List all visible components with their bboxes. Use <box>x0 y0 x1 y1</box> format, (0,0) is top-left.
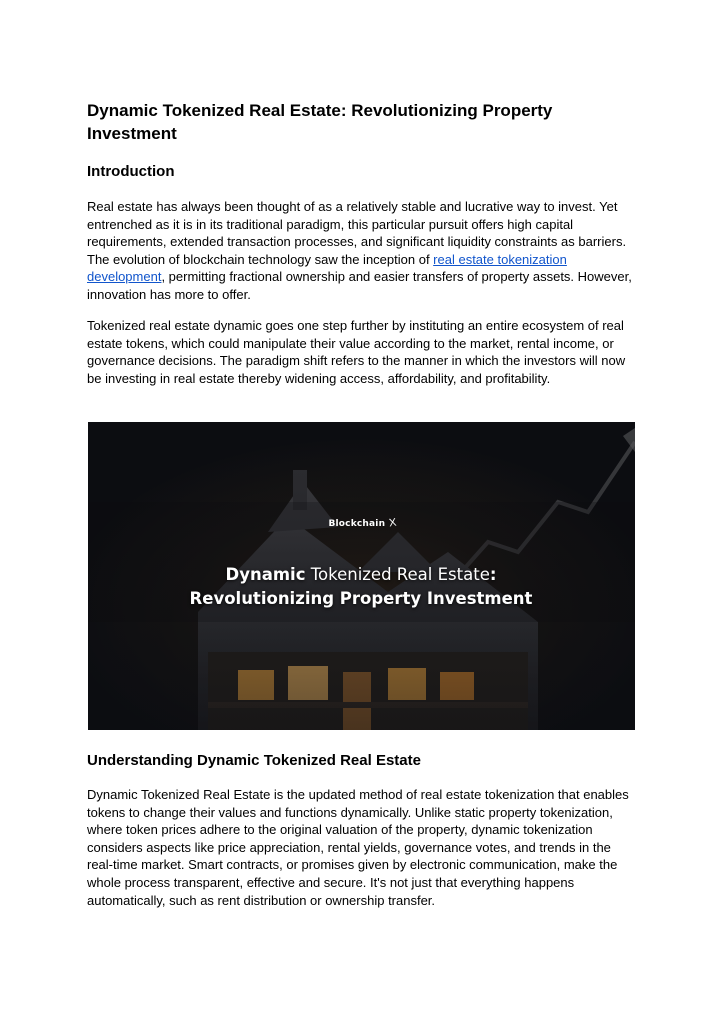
intro-paragraph-1-text-a: Real estate has always been thought of as a relatively stable and lucrative way to invest. Yet entrenched as it is in its traditional paradigm, this particular pursuit offers high capital requirements, extended transaction processes, and significant liquidity constraints as barriers. The evolution of blockchain technology saw the inception of <box>87 199 627 267</box>
intro-paragraph-1-text-b: , permitting fractional ownership and easier transfers of property assets. However, innovation has more to offer. <box>87 269 632 302</box>
banner-title-line-1 <box>87 564 635 586</box>
intro-paragraph-1 <box>87 198 635 304</box>
understanding-paragraph: Dynamic Tokenized Real Estate is the updated method of real estate tokenization that enables tokens to change their values and functions dynamically. Unlike static property tokenization, where token prices adhere to the original valuation of the property, dynamic tokenization considers aspects like price appreciation, rental yields, governance votes, and trends in the real-time market. Smart contracts, or promises given by electronic communication, make the whole process transparent, effective and secure. It's not just that everything happens automatically, such as rent distribution or ownership transfer. <box>87 787 629 908</box>
intro-paragraph-2: Tokenized real estate dynamic goes one step further by instituting an entire ecosystem of real estate tokens, which could manipulate their value according to the market, rental income, or governance decisions. The paradigm shift refers to the manner in which the investors will now be investing in real estate thereby widening access, affordability, and profitability. <box>87 318 626 386</box>
banner-title-colon: : <box>489 565 497 584</box>
blockchainx-logo <box>87 513 635 531</box>
understanding-heading: Understanding Dynamic Tokenized Real Estate <box>87 752 421 769</box>
tokenization-development-link[interactable]: real estate tokenization development <box>87 251 567 285</box>
introduction-heading: Introduction <box>87 163 175 180</box>
document-title: Dynamic Tokenized Real Estate: Revolutionizing Property Investment <box>87 101 553 143</box>
banner-title-rest: Tokenized Real Estate <box>305 565 490 584</box>
logo-wordmark: Blockchain <box>328 519 386 529</box>
logo-x-mark: X <box>388 516 398 530</box>
banner-title-dynamic: Dynamic <box>225 565 306 584</box>
banner-title-line-2: Revolutionizing Property Investment <box>189 589 533 608</box>
